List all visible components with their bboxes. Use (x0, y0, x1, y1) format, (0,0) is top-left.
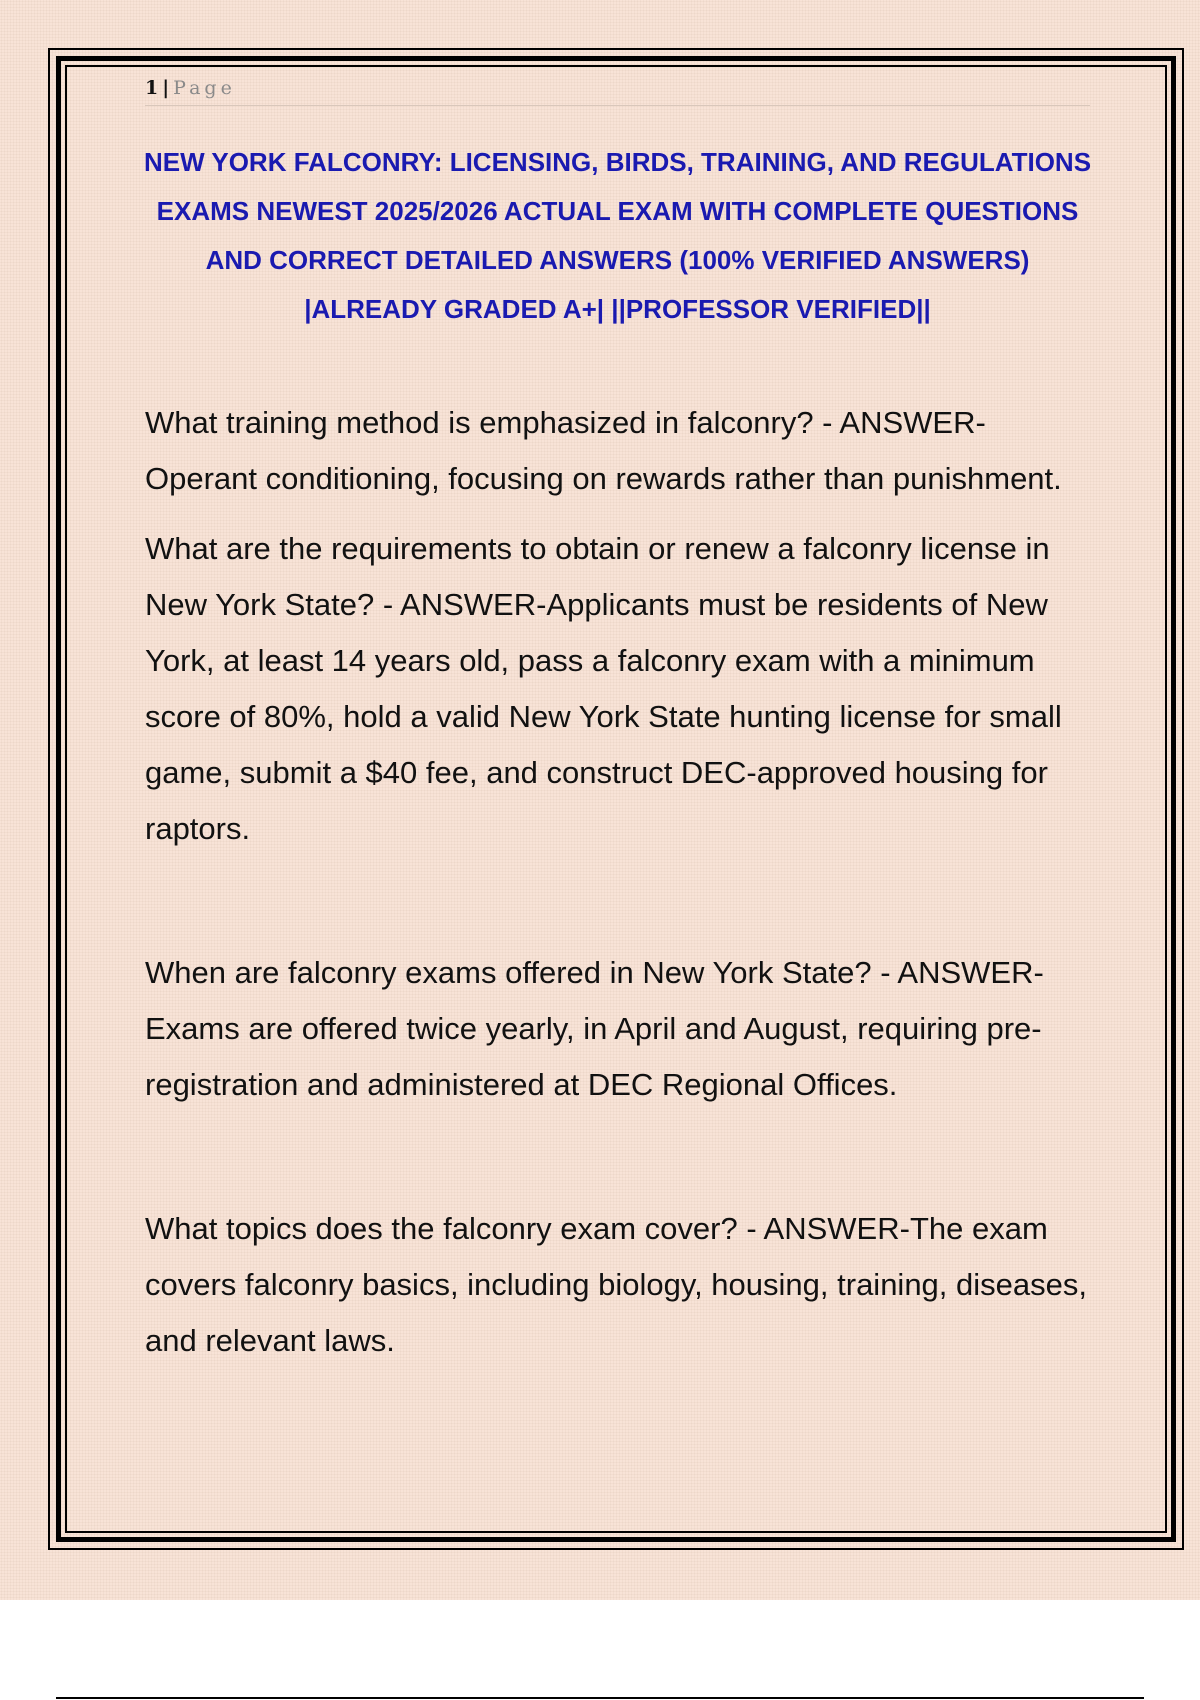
qa-item-license-requirements: What are the requirements to obtain or renew a falconry license in New York State? - ANSWER-Applicants must be residents of New York, at least 14 years old, pass a falconry exam with a minimum score of 80%, hold a valid New York State hunting license for small game, submit a $40 fee, and construct DEC-approved housing for raptors. (145, 531, 1062, 846)
header-separator: | (162, 77, 170, 99)
qa-item-training-method: What training method is emphasized in falconry? - ANSWER-Operant conditioning, focusing on rewards rather than punishment. (145, 405, 1062, 496)
qa-item-exam-topics: What topics does the falconry exam cover? - ANSWER-The exam covers falconry basics, including biology, housing, training, diseases, and relevant laws. (145, 1211, 1087, 1358)
page-header (145, 74, 1090, 106)
bottom-divider (56, 1697, 1144, 1699)
page-label: Page (173, 77, 236, 99)
qa-list (145, 395, 1090, 1369)
qa-item-exam-dates: When are falconry exams offered in New York State? - ANSWER-Exams are offered twice yearly, in April and August, requiring pre-registration and administered at DEC Regional Offices. (145, 955, 1044, 1102)
page-number: 1 (145, 77, 159, 99)
document-title: NEW YORK FALCONRY: LICENSING, BIRDS, TRAINING, AND REGULATIONS EXAMS NEWEST 2025/2026 ACTUAL EXAM WITH COMPLETE QUESTIONS AND CORRECT DETAILED ANSWERS (100% VERIFIED ANSWERS) |ALREADY GRADED A+| ||PROFESSOR VERIFIED|| (143, 147, 1092, 324)
